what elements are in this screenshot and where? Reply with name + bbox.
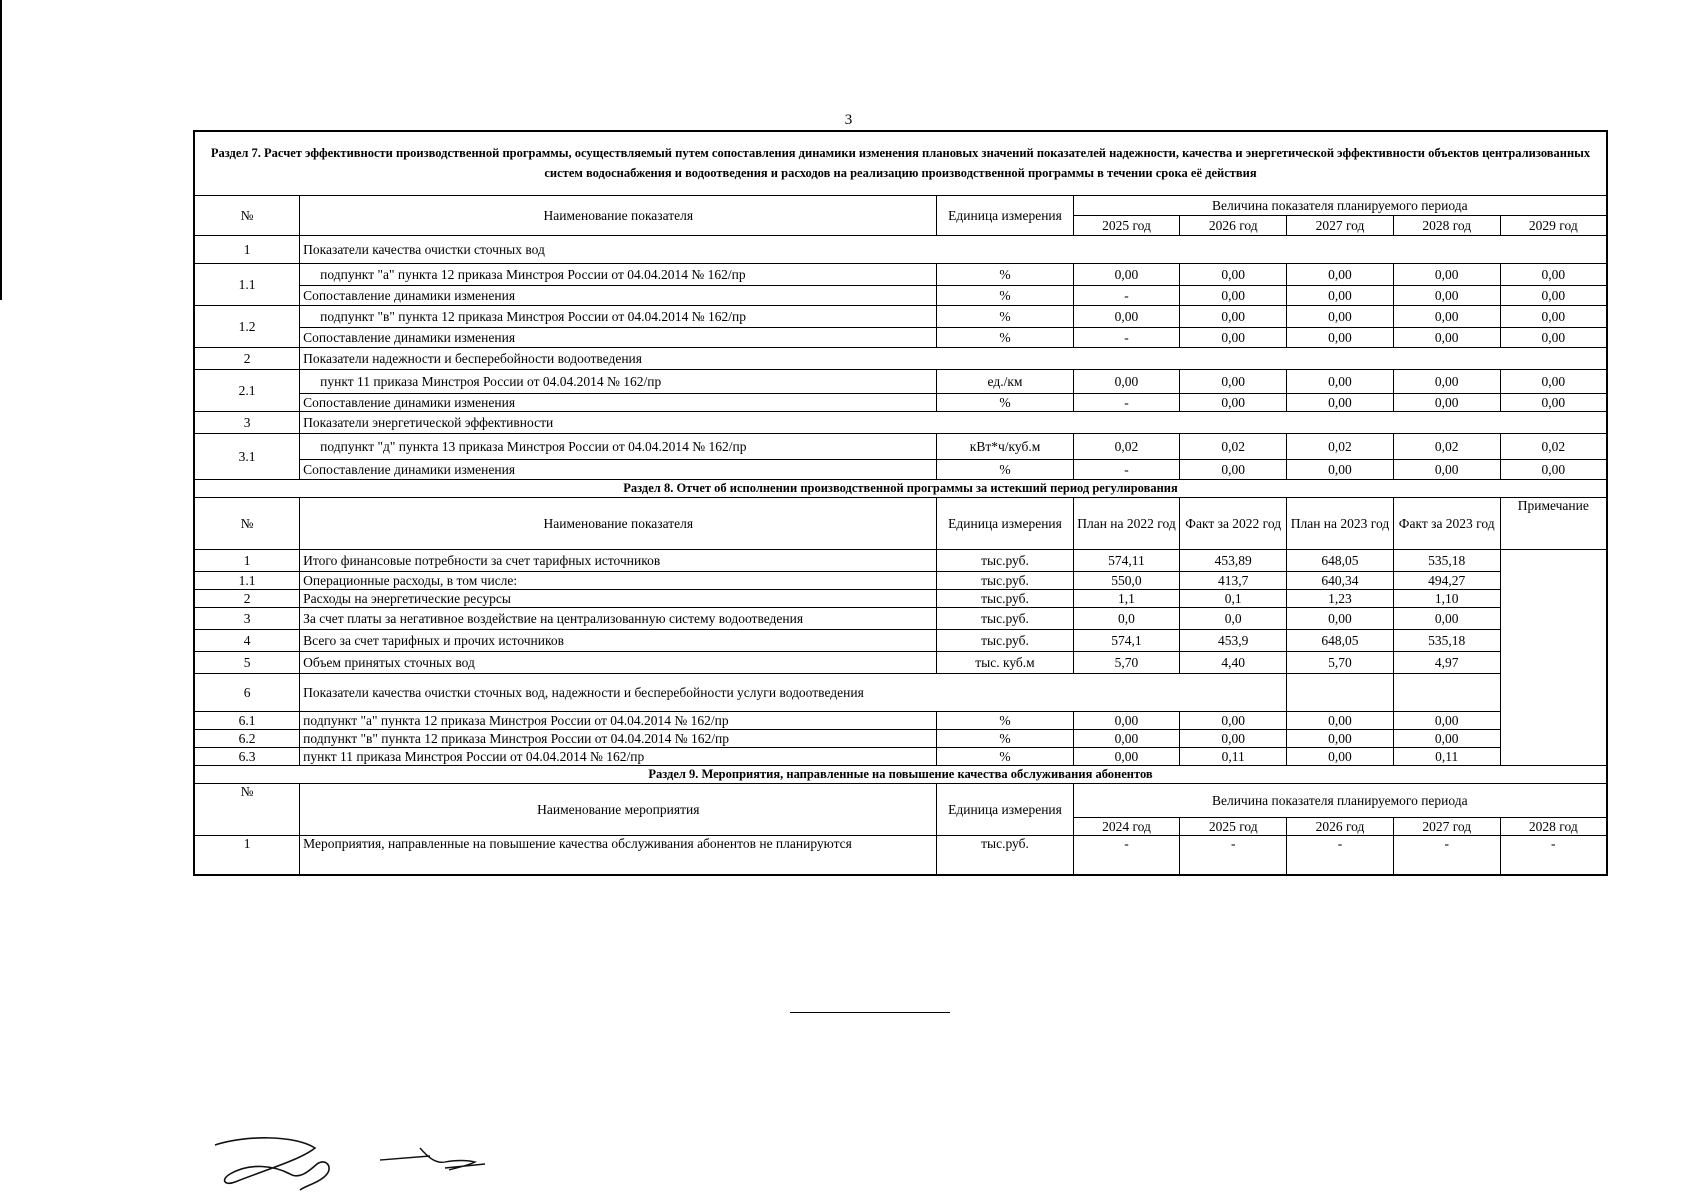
row-no: 6 [194,673,300,711]
table-row [194,393,1607,411]
row-unit: % [937,729,1073,747]
section8-title: Раздел 8. Отчет об исполнении производственной программы за истекший период регулирования [194,479,1607,497]
row-unit: % [937,263,1073,285]
row-no: 3 [194,411,300,433]
end-divider-line [790,1012,950,1013]
cell: 413,7 [1180,571,1287,589]
col-header-name: Наименование показателя [300,195,937,235]
col-header-no: № [194,195,300,235]
row-unit: тыс.руб. [937,607,1073,629]
row-no: 2 [194,589,300,607]
col-header-no: № [194,497,300,549]
row-unit: % [937,305,1073,327]
row-unit: тыс.руб. [937,589,1073,607]
cell: - [1073,459,1180,479]
cell [1393,673,1500,711]
year-header: 2027 год [1393,817,1500,835]
table-row [194,369,1607,393]
row-group-name: Показатели качества очистки сточных вод, надежности и бесперебойности услуги водоотведения [300,673,1287,711]
cell: 0,00 [1180,327,1287,347]
cell: 0,00 [1500,459,1607,479]
cell: 1,23 [1287,589,1394,607]
table-row [194,629,1607,651]
year-header: 2024 год [1073,817,1180,835]
table-row [194,327,1607,347]
left-margin-line [0,0,2,300]
cell: 453,89 [1180,549,1287,571]
row-name: Объем принятых сточных вод [300,651,937,673]
cell: - [1180,835,1287,875]
row-group-name: Показатели энергетической эффективности [300,411,1607,433]
table-row [194,305,1607,327]
col-header-no: № [194,783,300,835]
row-unit: % [937,327,1073,347]
row-name: подпункт "д" пункта 13 приказа Минстроя России от 04.04.2014 № 162/пр [300,433,937,459]
cell: 535,18 [1393,549,1500,571]
cell: 0,00 [1287,711,1394,729]
row-unit: % [937,393,1073,411]
table-row [194,347,1607,369]
cell [1287,673,1394,711]
cell: 0,00 [1393,285,1500,305]
cell: 0,00 [1287,285,1394,305]
cell: 0,02 [1393,433,1500,459]
cell: 0,00 [1500,285,1607,305]
cell: 0,1 [1180,589,1287,607]
cell: 0,00 [1287,393,1394,411]
row-name: Всего за счет тарифных и прочих источников [300,629,937,651]
year-header: 2028 год [1393,215,1500,235]
cell: 550,0 [1073,571,1180,589]
cell: 0,11 [1393,747,1500,765]
cell: 0,00 [1180,711,1287,729]
row-unit: ед./км [937,369,1073,393]
row-name: Сопоставление динамики изменения [300,327,937,347]
cell: 0,11 [1180,747,1287,765]
cell: 0,02 [1073,433,1180,459]
cell: 0,00 [1393,711,1500,729]
cell: 453,9 [1180,629,1287,651]
row-no: 1.1 [194,571,300,589]
col-header-name: Наименование показателя [300,497,937,549]
row-no: 3 [194,607,300,629]
row-name: пункт 11 приказа Минстроя России от 04.04.2014 № 162/пр [300,747,937,765]
row-unit: тыс.руб. [937,549,1073,571]
row-no: 6.2 [194,729,300,747]
table-row [194,607,1607,629]
row-no: 1.1 [194,263,300,305]
cell: 0,00 [1393,369,1500,393]
cell: 0,00 [1073,729,1180,747]
cell: 0,00 [1287,369,1394,393]
cell: 0,00 [1393,607,1500,629]
plan-fact-header: План на 2022 год [1073,497,1180,549]
row-group-name: Показатели надежности и бесперебойности водоотведения [300,347,1607,369]
col-header-unit: Единица измерения [937,783,1073,835]
table-row [194,747,1607,765]
cell: 0,02 [1500,433,1607,459]
cell: 0,00 [1393,327,1500,347]
plan-fact-header: Факт за 2023 год [1393,497,1500,549]
row-name: подпункт "в" пункта 12 приказа Минстроя России от 04.04.2014 № 162/пр [300,729,937,747]
cell: - [1073,285,1180,305]
row-no: 1 [194,235,300,263]
cell: 0,00 [1180,459,1287,479]
row-name: пункт 11 приказа Минстроя России от 04.04.2014 № 162/пр [300,369,937,393]
row-unit: тыс. куб.м [937,651,1073,673]
handwritten-signature [205,1130,525,1200]
cell: 1,1 [1073,589,1180,607]
cell: 0,00 [1180,285,1287,305]
row-no: 1.2 [194,305,300,347]
row-name: Операционные расходы, в том числе: [300,571,937,589]
col-header-period: Величина показателя планируемого периода [1073,783,1607,817]
cell: 0,00 [1287,729,1394,747]
cell: 0,00 [1287,607,1394,629]
cell: 0,00 [1073,711,1180,729]
cell: 648,05 [1287,549,1394,571]
cell: 0,00 [1073,369,1180,393]
year-header: 2026 год [1180,215,1287,235]
table-row [194,235,1607,263]
cell: 0,00 [1073,305,1180,327]
year-header: 2027 год [1287,215,1394,235]
cell: - [1500,835,1607,875]
cell: - [1287,835,1394,875]
cell: 0,00 [1500,369,1607,393]
cell: 0,00 [1393,459,1500,479]
row-no: 1 [194,835,300,875]
row-unit: кВт*ч/куб.м [937,433,1073,459]
table-row [194,549,1607,571]
col-header-name: Наименование мероприятия [300,783,937,835]
row-group-name: Показатели качества очистки сточных вод [300,235,1607,263]
cell: 640,34 [1287,571,1394,589]
row-name: Сопоставление динамики изменения [300,285,937,305]
row-no: 2.1 [194,369,300,411]
production-program-table [193,130,1608,876]
cell: 0,00 [1180,729,1287,747]
table-row [194,285,1607,305]
cell: 574,1 [1073,629,1180,651]
cell: 0,00 [1287,327,1394,347]
table-row [194,835,1607,875]
cell: 0,00 [1393,393,1500,411]
cell: 0,00 [1287,459,1394,479]
cell: 1,10 [1393,589,1500,607]
row-no: 6.1 [194,711,300,729]
cell: 4,97 [1393,651,1500,673]
year-header: 2026 год [1287,817,1394,835]
cell: 494,27 [1393,571,1500,589]
row-name: Расходы на энергетические ресурсы [300,589,937,607]
cell: 5,70 [1287,651,1394,673]
row-name: Мероприятия, направленные на повышение качества обслуживания абонентов не планируются [300,835,937,875]
row-unit: тыс.руб. [937,835,1073,875]
row-unit: % [937,711,1073,729]
plan-fact-header: План на 2023 год [1287,497,1394,549]
cell: 0,00 [1393,263,1500,285]
table-row [194,651,1607,673]
row-unit: % [937,459,1073,479]
section9-title: Раздел 9. Мероприятия, направленные на повышение качества обслуживания абонентов [194,765,1607,783]
section7-title: Раздел 7. Расчет эффективности производственной программы, осуществляемый путем сопоставления динамики изменения плановых значений показателей надежности, качества и энергетической эффективности объектов централизованных систем водоснабжения и водоотведения и расходов на реализацию производственной программы в течении срока её действия [194,131,1607,195]
cell: 0,00 [1393,305,1500,327]
row-name: подпункт "в" пункта 12 приказа Минстроя России от 04.04.2014 № 162/пр [300,305,937,327]
row-unit: % [937,285,1073,305]
row-name: Сопоставление динамики изменения [300,393,937,411]
col-header-period: Величина показателя планируемого периода [1073,195,1607,215]
col-header-unit: Единица измерения [937,497,1073,549]
row-no: 5 [194,651,300,673]
year-header: 2028 год [1500,817,1607,835]
table-row [194,433,1607,459]
cell: 0,00 [1180,305,1287,327]
table-row [194,411,1607,433]
cell: 0,00 [1393,729,1500,747]
year-header: 2025 год [1180,817,1287,835]
cell: 0,00 [1500,305,1607,327]
cell: 0,00 [1287,263,1394,285]
row-name: подпункт "а" пункта 12 приказа Минстроя России от 04.04.2014 № 162/пр [300,711,937,729]
cell: 0,0 [1180,607,1287,629]
table-row [194,589,1607,607]
cell: 0,02 [1287,433,1394,459]
row-unit: тыс.руб. [937,571,1073,589]
row-name: Сопоставление динамики изменения [300,459,937,479]
cell: - [1073,835,1180,875]
table-row [194,711,1607,729]
cell: 0,00 [1500,393,1607,411]
cell: 535,18 [1393,629,1500,651]
col-header-note: Примечание [1500,497,1607,549]
plan-fact-header: Факт за 2022 год [1180,497,1287,549]
row-no: 6.3 [194,747,300,765]
cell: 0,00 [1180,369,1287,393]
col-header-unit: Единица измерения [937,195,1073,235]
row-name: Итого финансовые потребности за счет тарифных источников [300,549,937,571]
cell: 0,00 [1500,327,1607,347]
row-no: 3.1 [194,433,300,479]
row-unit: % [937,747,1073,765]
year-header: 2029 год [1500,215,1607,235]
row-name: За счет платы за негативное воздействие на централизованную систему водоотведения [300,607,937,629]
table-row [194,459,1607,479]
cell: 574,11 [1073,549,1180,571]
table-row [194,571,1607,589]
cell: 0,00 [1073,747,1180,765]
cell: - [1073,327,1180,347]
table-row [194,673,1607,711]
cell: 0,00 [1287,747,1394,765]
cell: 0,02 [1180,433,1287,459]
cell: - [1393,835,1500,875]
row-no: 2 [194,347,300,369]
year-header: 2025 год [1073,215,1180,235]
cell: 0,0 [1073,607,1180,629]
cell: 0,00 [1287,305,1394,327]
cell: 0,00 [1073,263,1180,285]
cell: 5,70 [1073,651,1180,673]
cell: 0,00 [1180,263,1287,285]
cell: 4,40 [1180,651,1287,673]
cell: 0,00 [1180,393,1287,411]
row-name: подпункт "а" пункта 12 приказа Минстроя России от 04.04.2014 № 162/пр [300,263,937,285]
row-no: 1 [194,549,300,571]
table-row [194,729,1607,747]
row-no: 4 [194,629,300,651]
table-row [194,263,1607,285]
page-number: 3 [844,112,853,128]
row-unit: тыс.руб. [937,629,1073,651]
cell: - [1073,393,1180,411]
cell: 0,00 [1500,263,1607,285]
cell: 648,05 [1287,629,1394,651]
